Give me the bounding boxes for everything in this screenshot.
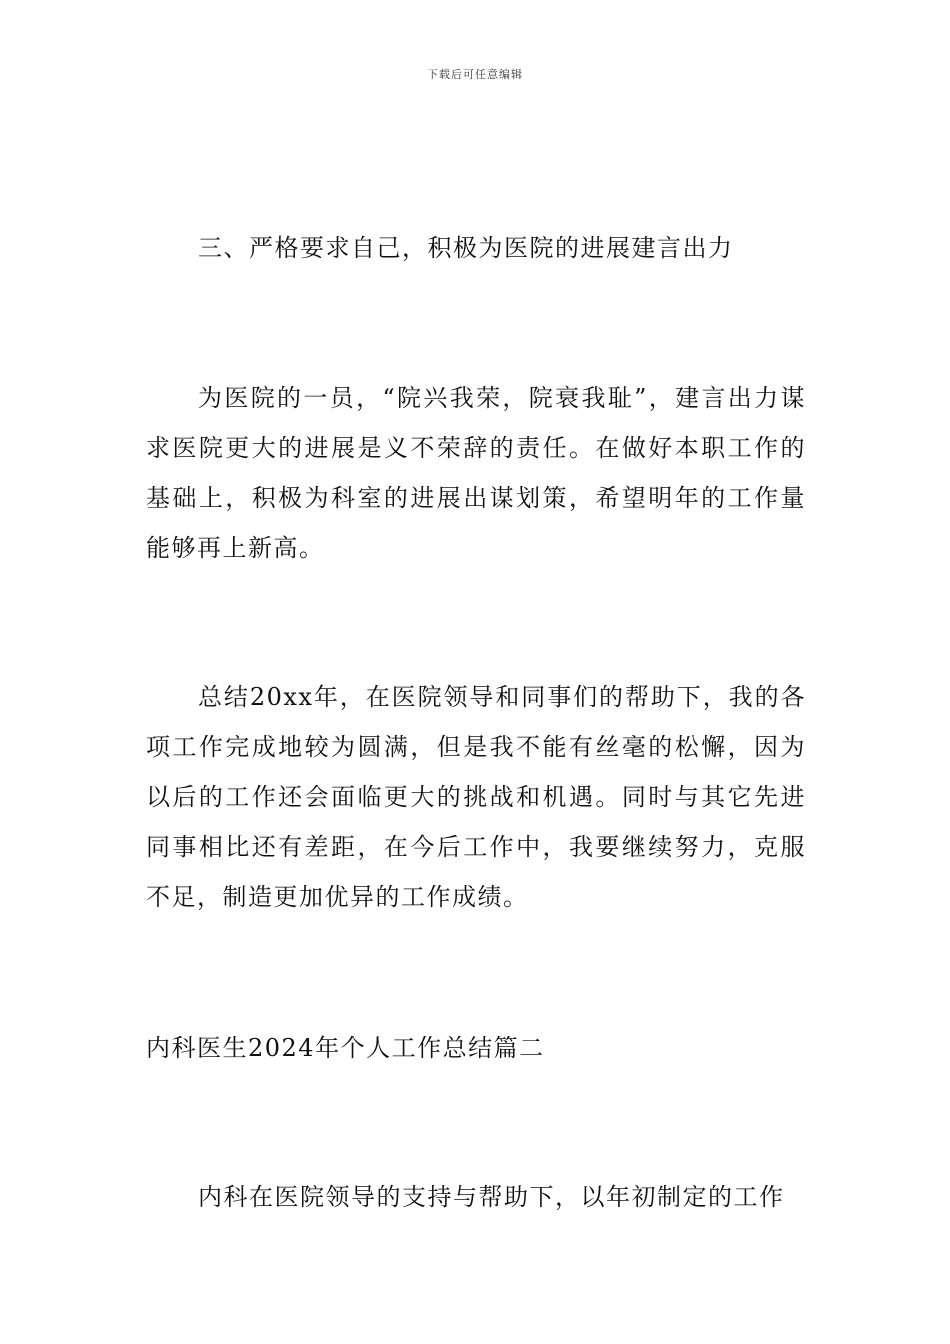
section-title: 内科医生2024年个人工作总结篇二 bbox=[146, 1034, 545, 1062]
header-note: 下载后可任意编辑 bbox=[427, 68, 523, 81]
paragraph: 内科在医院领导的支持与帮助下，以年初制定的工作 bbox=[198, 1183, 785, 1211]
section-heading: 三、严格要求自己，积极为医院的进展建言出力 bbox=[198, 234, 734, 262]
paragraph: 总结20xx年，在医院领导和同事们的帮助下，我的各项工作完成地较为圆满，但是我不能有丝毫的松懈，因为以后的工作还会面临更大的挑战和机遇。同时与其它先进同事相比还有差距，在今后工作中，我要继续努力，克服不足，制造更加优异的工作成绩。 bbox=[146, 683, 806, 911]
paragraph: 为医院的一员，“院兴我荣，院衰我耻”，建言出力谋求医院更大的进展是义不荣辞的责任。在做好本职工作的基础上，积极为科室的进展出谋划策，希望明年的工作量能够再上新高。 bbox=[146, 384, 806, 562]
